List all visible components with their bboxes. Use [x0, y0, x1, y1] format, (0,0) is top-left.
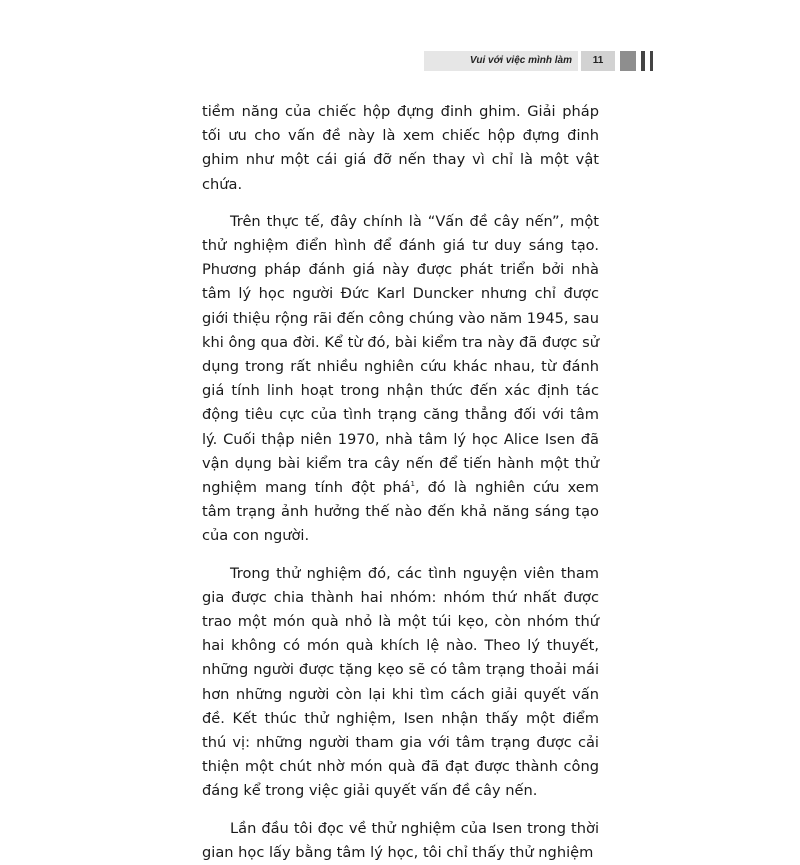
paragraph-text: Trên thực tế, đây chính là “Vấn đề cây nến”, một thử nghiệm điển hình để đánh giá tư duy sáng tạo. Phương pháp đánh giá này được phát triển bởi nhà tâm lý học người Đức Karl Duncker nhưng chỉ được giới thiệu rộng rãi đến công chúng vào năm 1945, sau khi ông qua đời. Kể từ đó, bài kiểm tra này đã được sử dụng trong rất nhiều nghiên cứu khác nhau, từ đánh giá tính linh hoạt trong nhận thức đến xác định tác động tiêu cực của tình trạng căng thẳng đối với tâm lý. Cuối thập niên 1970, nhà tâm lý học Alice Isen đã vận dụng bài kiểm tra cây nến để tiến hành một thử nghiệm mang tính đột phá	[202, 212, 599, 497]
page-number: 11	[581, 51, 615, 71]
header-decoration-block	[620, 51, 636, 71]
body-text	[202, 100, 599, 865]
paragraph-text: , đó là nghiên cứu xem tâm trạng ảnh hưởng thế nào đến khả năng sáng tạo của con người.	[202, 479, 599, 545]
paragraph: Trong thử nghiệm đó, các tình nguyện viên tham gia được chia thành hai nhóm: nhóm thứ nhất được trao một món quà nhỏ là một túi kẹo, còn nhóm thứ hai không có món quà khích lệ nào. Theo lý thuyết, những người được tặng kẹo sẽ có tâm trạng thoải mái hơn những người còn lại khi tìm cách giải quyết vấn đề. Kết thúc thử nghiệm, Isen nhận thấy một điểm thú vị: những người tham gia với tâm trạng được cải thiện một chút nhờ món quà đã đạt được thành công đáng kể trong việc giải quyết vấn đề cây nến.	[202, 564, 599, 800]
header-decoration-bar	[641, 51, 645, 71]
chapter-title: Vui với việc mình làm	[424, 51, 578, 71]
paragraph: tiềm năng của chiếc hộp đựng đinh ghim. Giải pháp tối ưu cho vấn đề này là xem chiếc hộp đựng đinh ghim như một cái giá đỡ nến thay vì chỉ là một vật chứa.	[202, 103, 599, 193]
header-decoration-bar	[650, 51, 653, 71]
running-header	[424, 51, 653, 71]
paragraph: Lần đầu tôi đọc về thử nghiệm của Isen trong thời gian học lấy bằng tâm lý học, tôi chỉ thấy thử nghiệm	[202, 819, 599, 861]
footnote-marker[interactable]: 1	[410, 480, 415, 489]
paragraph	[202, 210, 599, 549]
